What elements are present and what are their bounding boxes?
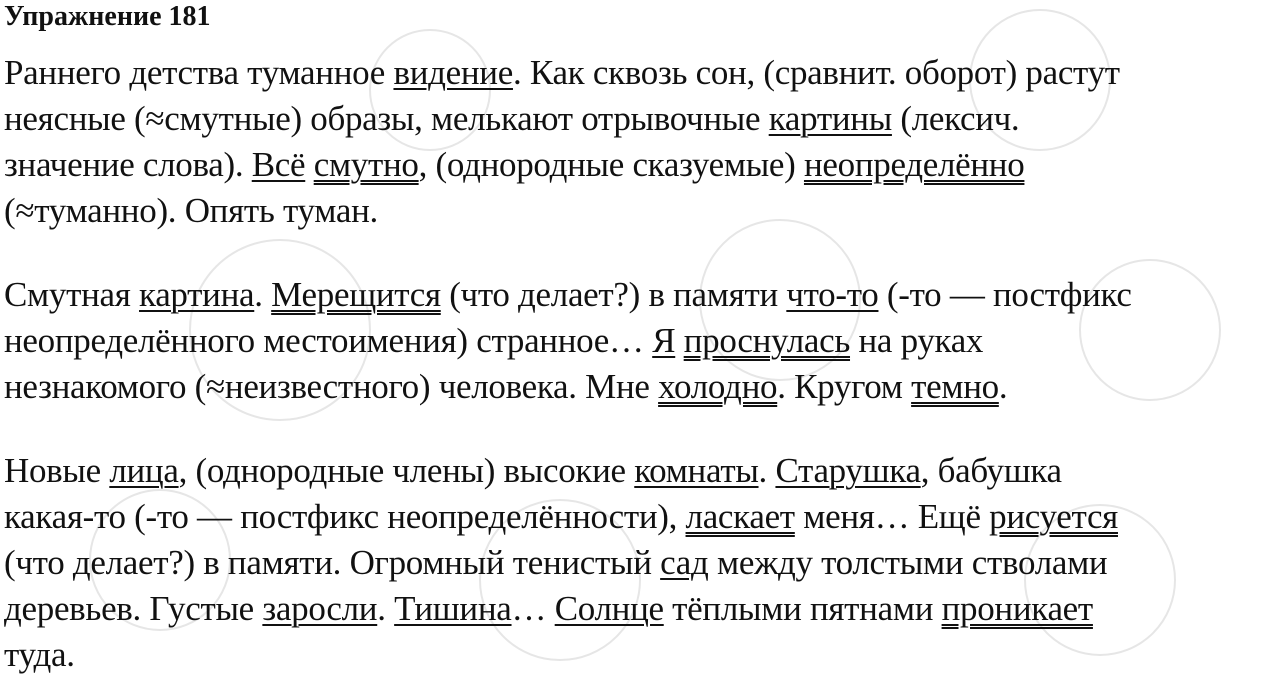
subject-underlined-word: Старушка bbox=[775, 451, 921, 490]
predicate-double-underlined-word: рисуется bbox=[989, 497, 1118, 536]
subject-underlined-word: Я bbox=[652, 321, 676, 360]
predicate-double-underlined-word: темно bbox=[911, 367, 999, 406]
text-segment: , (однородные сказуемые) bbox=[418, 145, 804, 184]
text-segment: Новые bbox=[4, 451, 110, 490]
text-segment bbox=[305, 145, 313, 184]
text-line bbox=[4, 494, 1286, 540]
text-segment: … bbox=[511, 589, 555, 628]
subject-underlined-word: сад bbox=[660, 543, 709, 582]
subject-underlined-word: лица bbox=[109, 451, 179, 490]
subject-underlined-word: комнаты bbox=[634, 451, 759, 490]
text-segment: туда. bbox=[4, 635, 75, 674]
text-segment: неясные (≈смутные) образы, мелькают отрывочные bbox=[4, 99, 769, 138]
subject-underlined-word: Всё bbox=[251, 145, 306, 184]
predicate-double-underlined-word: неопределённо bbox=[803, 145, 1025, 184]
text-segment: (что делает?) в памяти bbox=[440, 275, 787, 314]
text-segment: . bbox=[377, 589, 395, 628]
text-line bbox=[4, 448, 1286, 494]
text-segment: на руках bbox=[850, 321, 984, 360]
predicate-double-underlined-word: проникает bbox=[941, 589, 1093, 628]
text-segment: незнакомого (≈неизвестного) человека. Мне bbox=[4, 367, 659, 406]
text-line bbox=[4, 632, 1286, 678]
subject-underlined-word: видение bbox=[393, 53, 513, 92]
subject-underlined-word: картины bbox=[768, 99, 892, 138]
predicate-double-underlined-word: Мерещится bbox=[271, 275, 441, 314]
subject-underlined-word: заросли bbox=[262, 589, 378, 628]
paragraph bbox=[4, 448, 1286, 678]
text-segment: между толстыми стволами bbox=[708, 543, 1108, 582]
subject-underlined-word: картина bbox=[139, 275, 255, 314]
exercise-title: Упражнение 181 bbox=[4, 1, 211, 32]
predicate-double-underlined-word: проснулась bbox=[683, 321, 851, 360]
text-segment: . bbox=[998, 367, 1008, 406]
subject-underlined-word: Тишина bbox=[394, 589, 512, 628]
text-line bbox=[4, 540, 1286, 586]
text-segment: . Кругом bbox=[777, 367, 912, 406]
text-segment: (≈туманно). Опять туман. bbox=[4, 191, 379, 230]
text-segment: какая-то (-то — постфикс неопределённости), bbox=[4, 497, 686, 536]
document bbox=[4, 0, 1286, 678]
text-segment: деревьев. Густые bbox=[4, 589, 263, 628]
text-segment: тёплыми пятнами bbox=[663, 589, 942, 628]
text-segment: , бабушка bbox=[920, 451, 1062, 490]
exercise-body bbox=[4, 50, 1286, 678]
text-segment: (лексич. bbox=[891, 99, 1020, 138]
text-line bbox=[4, 96, 1286, 142]
text-line bbox=[4, 364, 1286, 410]
predicate-double-underlined-word: холодно bbox=[658, 367, 778, 406]
text-segment: неопределённого местоимения) странное… bbox=[4, 321, 653, 360]
text-segment: значение слова). bbox=[4, 145, 252, 184]
text-segment bbox=[675, 321, 683, 360]
text-segment: Смутная bbox=[4, 275, 140, 314]
predicate-double-underlined-word: смутно bbox=[313, 145, 419, 184]
subject-underlined-word: Солнце bbox=[554, 589, 664, 628]
paragraph bbox=[4, 50, 1286, 234]
text-segment: меня… Ещё bbox=[794, 497, 990, 536]
text-line bbox=[4, 586, 1286, 632]
text-segment: Раннего детства туманное bbox=[4, 53, 394, 92]
text-segment: (-то — постфикс bbox=[878, 275, 1132, 314]
text-segment: , (однородные члены) высокие bbox=[178, 451, 635, 490]
text-segment: . bbox=[758, 451, 776, 490]
text-segment: . bbox=[254, 275, 272, 314]
text-line bbox=[4, 50, 1286, 96]
text-line bbox=[4, 272, 1286, 318]
subject-underlined-word: что-то bbox=[786, 275, 879, 314]
text-segment: . Как сквозь сон, (сравнит. оборот) растут bbox=[512, 53, 1120, 92]
text-segment: (что делает?) в памяти. Огромный тенистый bbox=[4, 543, 661, 582]
paragraph bbox=[4, 272, 1286, 410]
predicate-double-underlined-word: ласкает bbox=[685, 497, 795, 536]
text-line bbox=[4, 142, 1286, 188]
text-line bbox=[4, 188, 1286, 234]
text-line bbox=[4, 318, 1286, 364]
